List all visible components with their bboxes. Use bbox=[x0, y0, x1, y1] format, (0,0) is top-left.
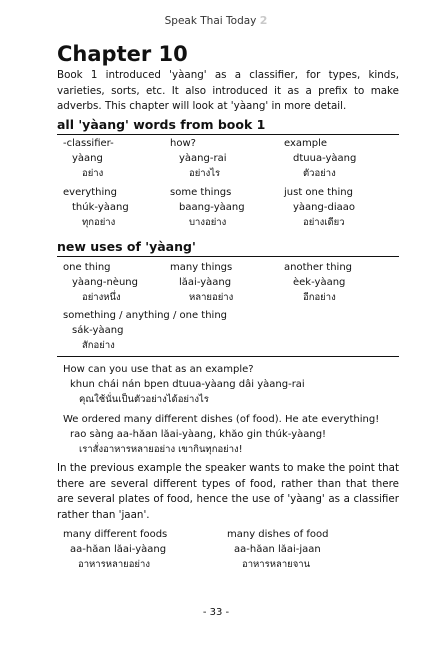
explanation-paragraph: In the previous example the speaker wants to make the point that there are several different types of food, rather than that there are several plates of food, hence the use of 'yàang' as a classifier rather than 'jaan'. bbox=[57, 462, 399, 521]
new-uses-grid bbox=[57, 258, 399, 357]
thai-script: คุณใช้นั่นเป็นตัวอย่างได้อย่างไร bbox=[79, 394, 209, 405]
thai-script: บางอย่าง bbox=[189, 217, 227, 228]
vocab-entry bbox=[284, 185, 399, 230]
thai-script: อย่างไร bbox=[189, 168, 221, 179]
example-sentence bbox=[63, 412, 403, 457]
transliteration: thúk-yàang bbox=[72, 202, 129, 213]
thai-script: สักอย่าง bbox=[82, 340, 115, 351]
vocab-entry bbox=[170, 185, 285, 230]
thai-script: อาหารหลายอย่าง bbox=[78, 559, 150, 570]
vocab-entry bbox=[170, 136, 285, 181]
example-sentence bbox=[63, 362, 403, 407]
section-title-book1-words: all 'yàang' words from book 1 bbox=[57, 117, 399, 135]
english-gloss: many dishes of food bbox=[227, 529, 329, 540]
english-gloss: just one thing bbox=[284, 187, 353, 198]
thai-script: หลายอย่าง bbox=[189, 292, 234, 303]
vocab-entry bbox=[63, 136, 178, 181]
vocab-entry bbox=[284, 260, 399, 305]
english-gloss: many things bbox=[170, 262, 233, 273]
transliteration: yàang-rai bbox=[179, 153, 227, 164]
book-number: 2 bbox=[259, 14, 268, 27]
vocab-entry bbox=[63, 308, 383, 353]
english-gloss: everything bbox=[63, 187, 117, 198]
thai-script: อย่างหนึ่ง bbox=[82, 292, 121, 303]
section-title-new-uses: new uses of 'yàang' bbox=[57, 239, 399, 257]
intro-paragraph: Book 1 introduced 'yàang' as a classifier, for types, kinds, varieties, sorts, etc. It also introduced it as a prefix to make adverbs. This chapter will look at 'yàang' in more detail. bbox=[57, 69, 399, 112]
transliteration: aa-hăan lăai-yàang bbox=[70, 544, 167, 555]
transliteration: lăai-yàang bbox=[179, 277, 232, 288]
thai-script: อย่างเดียว bbox=[303, 217, 345, 228]
english-gloss: -classifier- bbox=[63, 138, 114, 149]
english-gloss: something / anything / one thing bbox=[63, 310, 228, 321]
english-gloss: example bbox=[284, 138, 328, 149]
transliteration: yàang-diaao bbox=[293, 202, 355, 213]
transliteration: aa-hăan lăai-jaan bbox=[234, 544, 321, 555]
english-sentence: We ordered many different dishes (of food). He ate everything! bbox=[63, 414, 380, 425]
page-number: - 33 - bbox=[202, 607, 230, 618]
english-gloss: many different foods bbox=[63, 529, 168, 540]
thai-script: ตัวอย่าง bbox=[303, 168, 336, 179]
running-title: Speak Thai Today bbox=[164, 15, 257, 27]
english-sentence: How can you use that as an example? bbox=[63, 364, 254, 375]
transliteration: baang-yàang bbox=[179, 202, 245, 213]
english-gloss: one thing bbox=[63, 262, 111, 273]
english-gloss: another thing bbox=[284, 262, 353, 273]
transliteration: dtuua-yàang bbox=[293, 153, 357, 164]
vocab-entry bbox=[227, 527, 387, 572]
thai-script: อย่าง bbox=[82, 168, 104, 179]
transliteration: rao sàng aa-hăan lăai-yàang, khăo gin thúk-yàang! bbox=[70, 429, 327, 440]
book1-words-grid bbox=[57, 136, 399, 234]
thai-script: ทุกอย่าง bbox=[82, 217, 116, 228]
transliteration: èek-yàang bbox=[293, 277, 346, 288]
vocab-entry bbox=[284, 136, 399, 181]
vocab-entry bbox=[63, 260, 178, 305]
thai-script: อาหารหลายจาน bbox=[242, 559, 311, 570]
transliteration: yàang-nèung bbox=[72, 277, 138, 288]
english-gloss: some things bbox=[170, 187, 232, 198]
chapter-title: Chapter 10 bbox=[57, 42, 188, 66]
transliteration: khun chái nán bpen dtuua-yàang dâi yàang-rai bbox=[70, 379, 305, 390]
thai-script: อีกอย่าง bbox=[303, 292, 336, 303]
english-gloss: how? bbox=[170, 138, 196, 149]
transliteration: yàang bbox=[72, 153, 103, 164]
vocab-entry bbox=[63, 185, 178, 230]
running-header bbox=[0, 14, 432, 27]
thai-script: เราสั่งอาหารหลายอย่าง เขากินทุกอย่าง! bbox=[79, 444, 243, 455]
vocab-entry bbox=[170, 260, 285, 305]
transliteration: sák-yàang bbox=[72, 325, 124, 336]
vocab-entry bbox=[63, 527, 223, 572]
